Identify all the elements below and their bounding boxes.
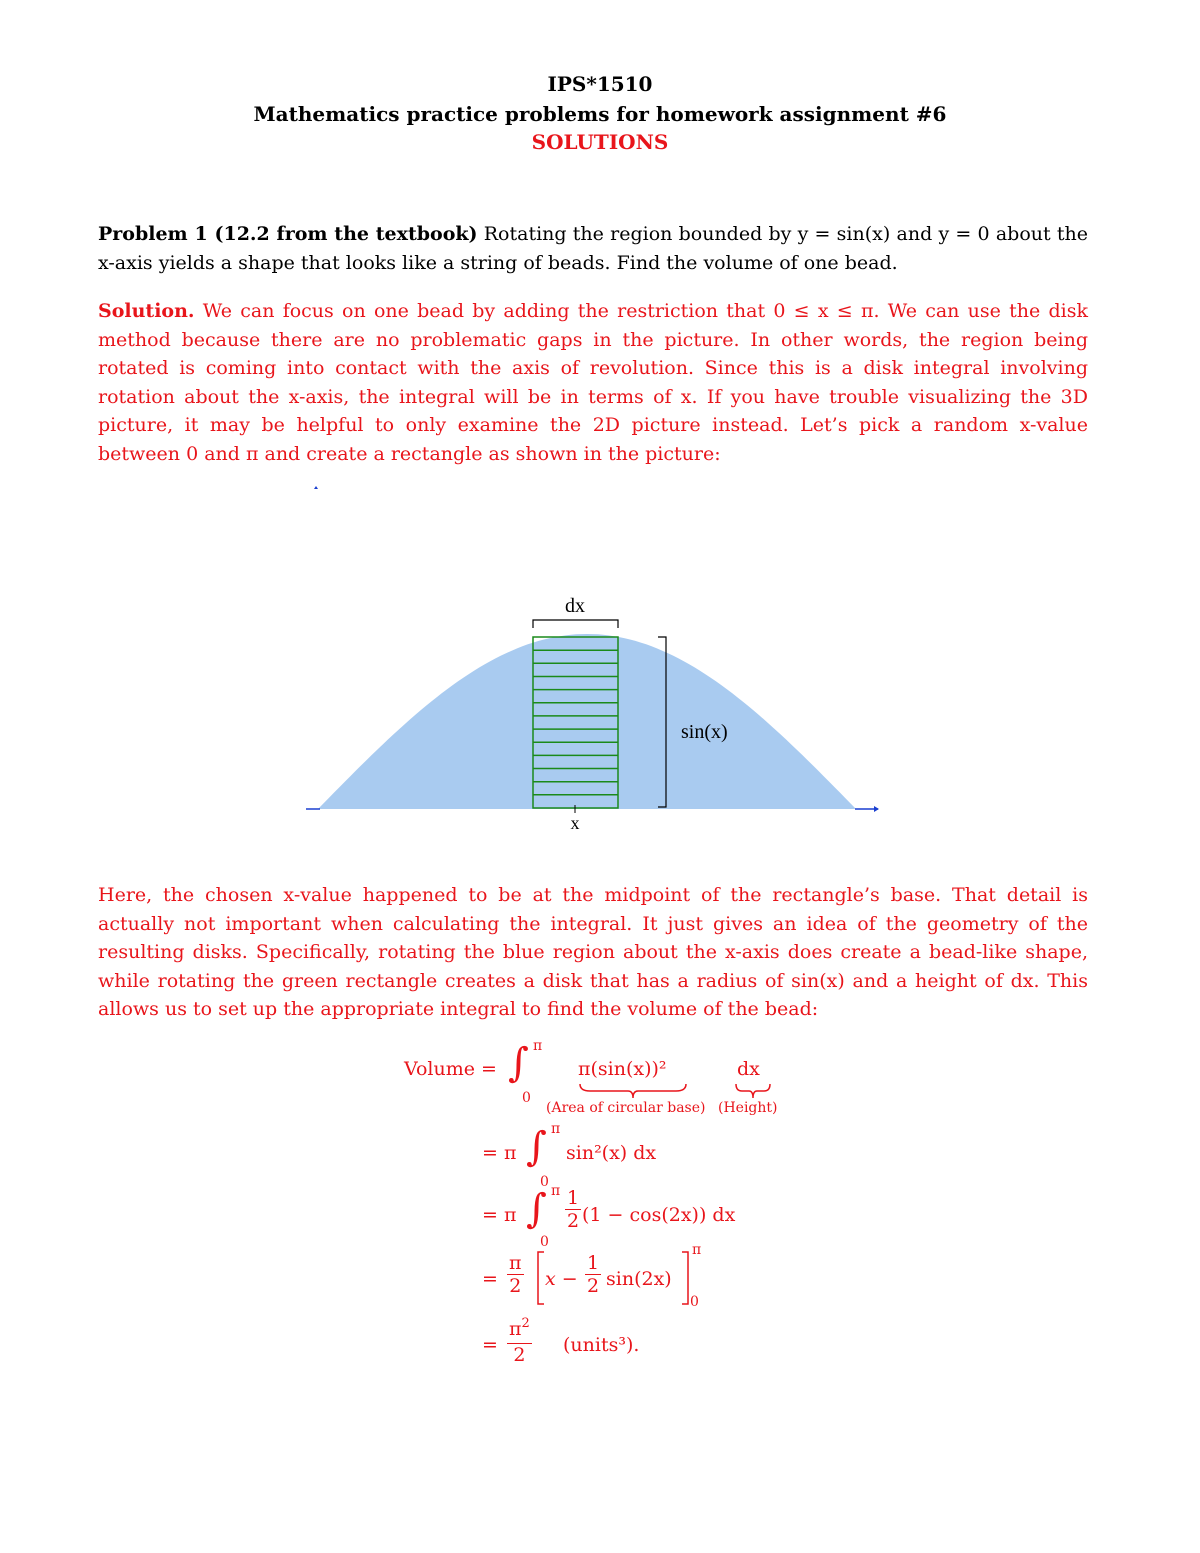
eq3-tail: (1 − cos(2x)) dx <box>582 1204 736 1226</box>
solution-paragraph <box>98 297 1088 468</box>
volume-label: Volume = <box>404 1058 497 1080</box>
integral-sign-2: ∫ <box>526 1124 547 1170</box>
eq3-fraction: $\frac{1}{2}$ <box>567 1187 580 1232</box>
bead-figure <box>300 480 900 840</box>
underbrace-area <box>578 1082 688 1100</box>
sine-region <box>318 634 856 809</box>
eq3-prefix: = π <box>482 1204 517 1226</box>
problem-label: Problem 1 (12.2 from the textbook) <box>98 223 478 245</box>
document-subtitle: Mathematics practice problems for homework assignment #6 <box>253 102 947 126</box>
eq5-pi-sq-over-2: $\frac{\pi^2}{2}$ <box>509 1316 530 1366</box>
lower-limit-1: 0 <box>522 1090 531 1106</box>
solution-label: Solution. <box>98 300 195 322</box>
eq2-integrand: sin²(x) dx <box>566 1142 657 1164</box>
upper-limit-2: π <box>551 1121 561 1137</box>
upper-limit-4: π <box>692 1242 702 1258</box>
dx-bracket <box>533 620 618 628</box>
integrand-dx: dx <box>737 1058 760 1080</box>
upper-limit-1: π <box>533 1038 543 1054</box>
integral-sign-3: ∫ <box>526 1186 547 1232</box>
upper-limit-3: π <box>551 1183 561 1199</box>
eq4-sin: sin(2x) <box>606 1268 672 1290</box>
area-note: (Area of circular base) <box>546 1100 706 1116</box>
lower-limit-4: 0 <box>690 1294 699 1310</box>
dx-label: dx <box>565 595 585 617</box>
eq4-pi-over-2: $\frac{\pi}{2}$ <box>509 1252 522 1297</box>
explanation-paragraph: Here, the chosen x-value happened to be at the midpoint of the rectangle’s base. That detail is actually not important when calculating the integral. It just gives an idea of the geometry of the resulting disks. Specifically, rotating the blue region about the x-axis does create a bead-like shape, while rotating the green rectangle creates a disk that has a radius of sin(x) and a height of dx. This allows us to set up the appropriate integral to find the volume of the bead: <box>98 884 1088 1020</box>
underbrace-height <box>734 1082 774 1100</box>
height-note: (Height) <box>718 1100 778 1116</box>
lower-limit-3: 0 <box>540 1234 549 1250</box>
problem-text: Rotating the region bounded by y = sin(x) and y = 0 about the x-axis yields a shape that looks like a string of beads. Find the volume of one bead. <box>98 223 1088 274</box>
solution-text: We can focus on one bead by adding the restriction that 0 ≤ x ≤ π. We can use the disk method because there are no problematic gaps in the picture. In other words, the region being rotated is coming into contact with the axis of revolution. Since this is a disk integral involving rotation about the x-axis, the integral will be in terms of x. If you have trouble visualizing the 3D picture, it may be helpful to only examine the 2D picture instead. Let’s pick a random x-value between 0 and π and create a rectangle as shown in the picture: <box>98 300 1088 465</box>
eq4-half: $\frac{1}{2}$ <box>587 1252 600 1297</box>
eq4-x: x − <box>545 1268 578 1290</box>
eq5-equals: = <box>482 1334 498 1356</box>
integrand-area: π(sin(x))² <box>578 1058 667 1080</box>
eq4-equals: = <box>482 1268 498 1290</box>
integral-sign-1: ∫ <box>508 1040 529 1086</box>
problem-statement <box>98 220 1088 277</box>
lower-limit-2: 0 <box>540 1174 549 1190</box>
height-label: sin(x) <box>681 721 728 743</box>
axis-arrow-marker <box>314 486 318 489</box>
x-label: x <box>570 813 580 833</box>
eq2-prefix: = π <box>482 1142 517 1164</box>
eq5-units: (units³). <box>563 1334 640 1356</box>
x-axis-arrow-icon <box>874 806 879 812</box>
course-code: IPS*1510 <box>547 72 653 96</box>
solutions-heading: SOLUTIONS <box>531 130 669 154</box>
